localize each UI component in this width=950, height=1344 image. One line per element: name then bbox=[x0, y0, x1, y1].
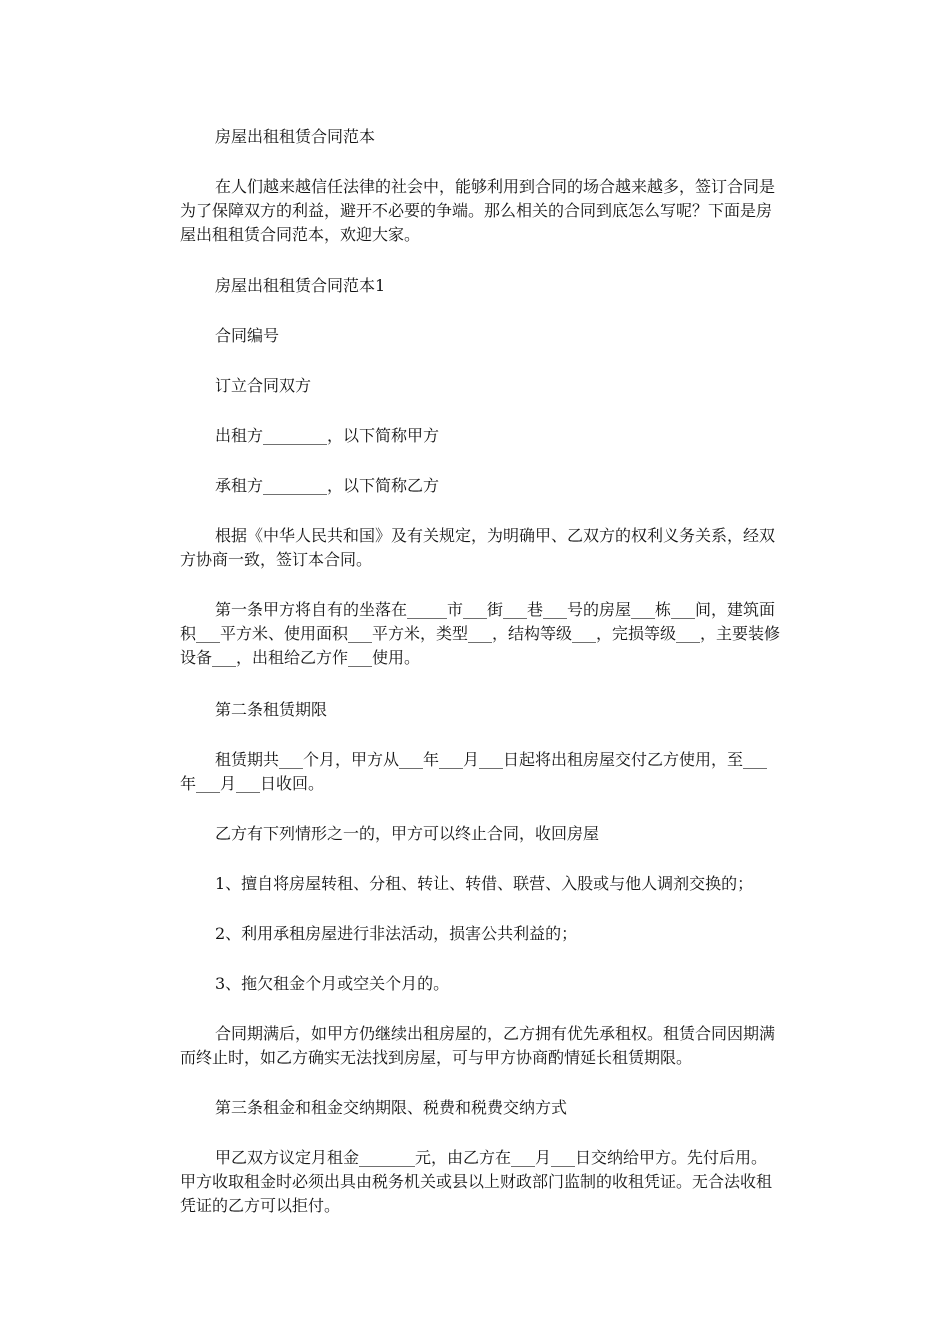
basis-paragraph: 根据《中华人民共和国》及有关规定，为明确甲、乙双方的权利义务关系，经双方协商一致，签订本合同。 bbox=[180, 526, 776, 569]
article-3-rent-paragraph: 甲乙双方议定月租金_______元，由乙方在___月___日交纳给甲方。先付后用。甲方收取租金时必须出具由税务机关或县以上财政部门监制的收租凭证。无合法收租凭证的乙方可以拒付。 bbox=[180, 1148, 773, 1215]
termination-intro: 乙方有下列情形之一的，甲方可以终止合同，收回房屋 bbox=[215, 824, 600, 843]
contract-subtitle: 房屋出租租赁合同范本1 bbox=[215, 276, 386, 295]
intro-paragraph: 在人们越来越信任法律的社会中，能够利用到合同的场合越来越多，签订合同是为了保障双方的利益，避开不必要的争端。那么相关的合同到底怎么写呢？下面是房屋出租租赁合同范本，欢迎大家。 bbox=[180, 177, 776, 244]
article-2-term-paragraph: 租赁期共___个月，甲方从___年___月___日起将出租房屋交付乙方使用，至___年___月___日收回。 bbox=[180, 750, 768, 793]
article-3-heading: 第三条租金和租金交纳期限、税费和税费交纳方式 bbox=[215, 1098, 568, 1117]
expiry-paragraph: 合同期满后，如甲方仍继续出租房屋的，乙方拥有优先承租权。租赁合同因期满而终止时，如乙方确实无法找到房屋，可与甲方协商酌情延长租赁期限。 bbox=[180, 1024, 776, 1067]
termination-item-3: 3、拖欠租金个月或空关个月的。 bbox=[215, 974, 450, 993]
parties-heading: 订立合同双方 bbox=[215, 376, 312, 395]
termination-item-2: 2、利用承租房屋进行非法活动，损害公共利益的； bbox=[215, 924, 578, 943]
article-1-paragraph: 第一条甲方将自有的坐落在_____市___街___巷___号的房屋___栋___间，建筑面积___平方米、使用面积___平方米，类型___，结构等级___，完损等级___，主要装修设备___，出租给乙方作___使用。 bbox=[180, 600, 781, 667]
termination-item-1: 1、擅自将房屋转租、分租、转让、转借、联营、入股或与他人调剂交换的； bbox=[215, 874, 754, 893]
lessee-line: 承租方________，以下简称乙方 bbox=[215, 476, 440, 495]
lessor-line: 出租方________，以下简称甲方 bbox=[215, 426, 440, 445]
contract-number-label: 合同编号 bbox=[215, 326, 280, 345]
article-2-heading: 第二条租赁期限 bbox=[215, 700, 328, 719]
document-title: 房屋出租租赁合同范本 bbox=[215, 127, 376, 146]
